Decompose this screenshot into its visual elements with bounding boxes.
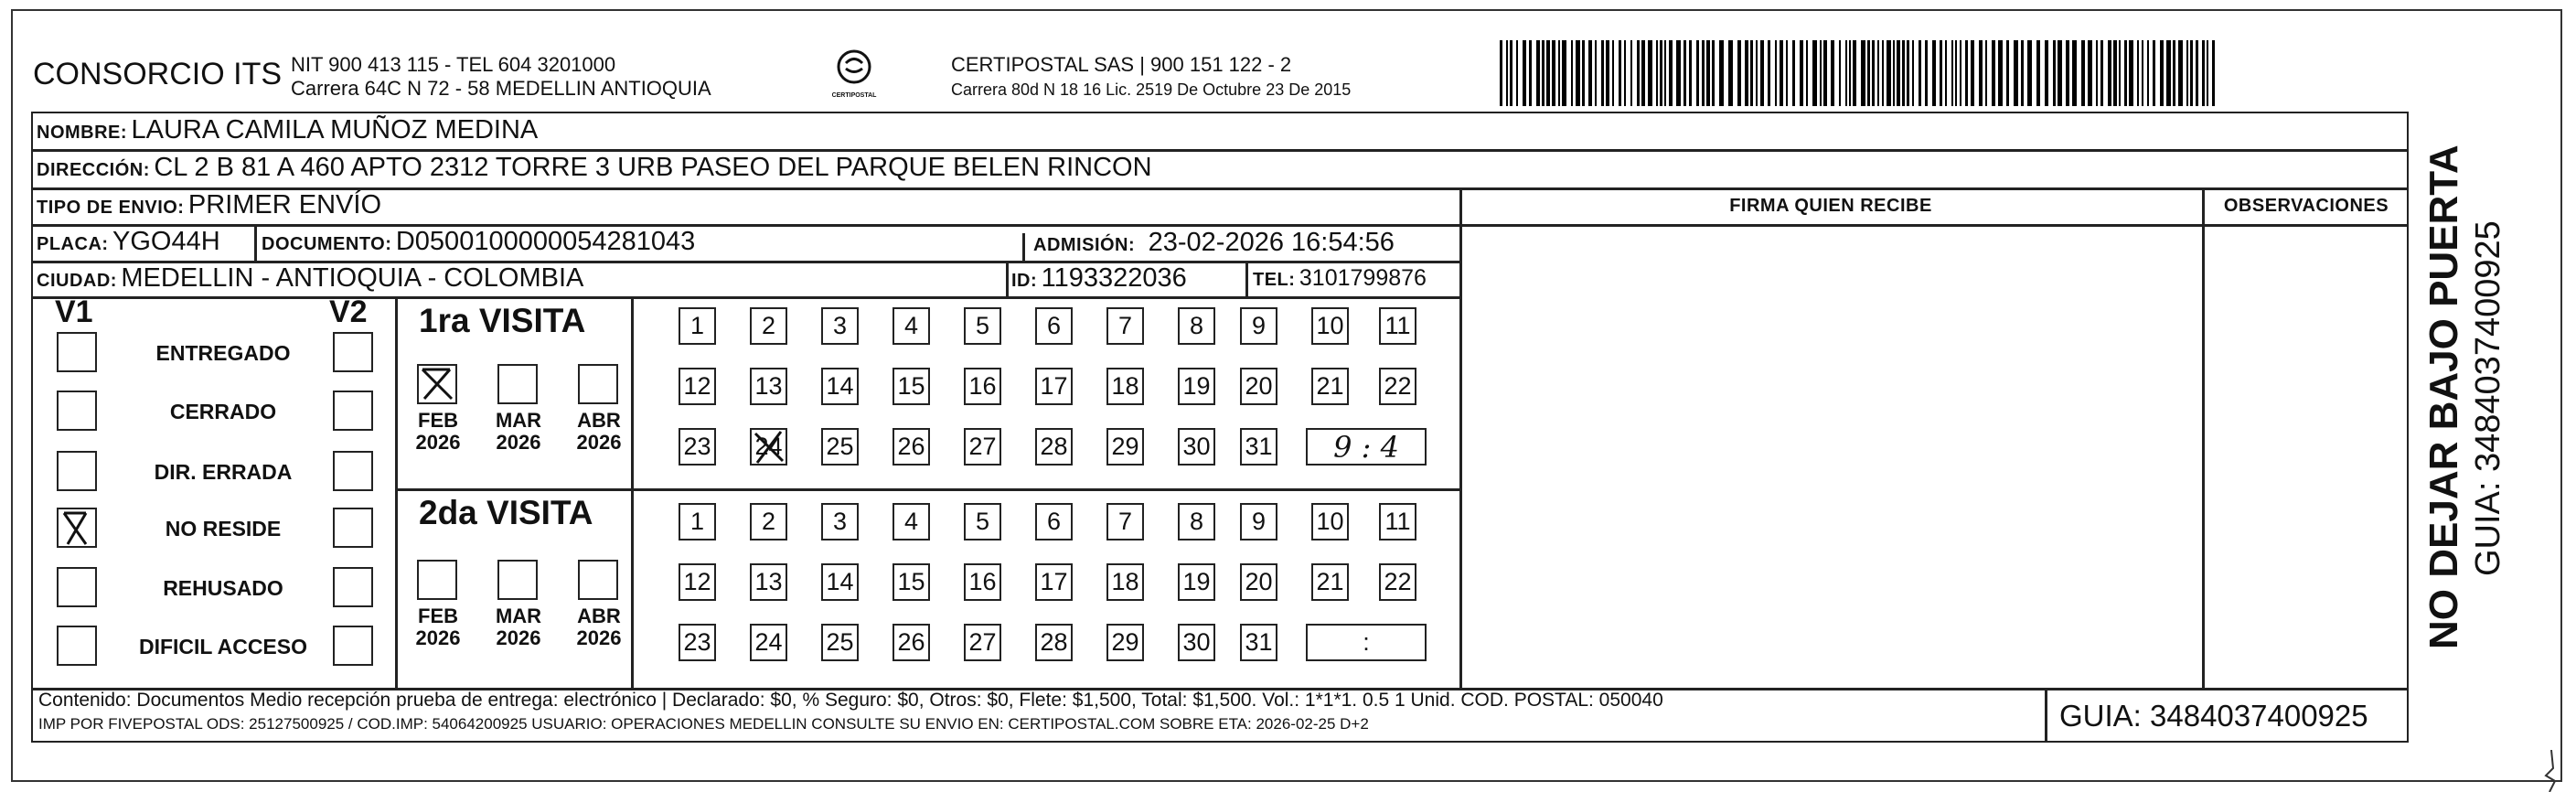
direccion-value: CL 2 B 81 A 460 APTO 2312 TORRE 3 URB PASEO DEL PARQUE BELEN RINCON xyxy=(154,153,1152,182)
barcode-bar xyxy=(1831,40,1834,106)
v2-checkbox-entregado[interactable] xyxy=(333,332,373,372)
barcode-bar xyxy=(1552,40,1555,106)
tipo-envio-value: PRIMER ENVÍO xyxy=(187,190,382,219)
second-visit-month-box-feb[interactable] xyxy=(417,560,457,600)
barcode-bar xyxy=(2036,40,2040,106)
second-visit-month-label: MAR 2026 xyxy=(495,605,542,649)
barcode-bar xyxy=(1768,40,1770,106)
v1-checkbox-dir-errada[interactable] xyxy=(57,451,97,491)
v2-checkbox-no-reside[interactable] xyxy=(333,508,373,548)
barcode-bar xyxy=(1756,40,1758,106)
barcode-bar xyxy=(1780,40,1783,106)
nombre-label: NOMBRE: xyxy=(37,123,128,143)
second-visit-day-box[interactable]: 8 xyxy=(1178,503,1215,540)
id-label: ID: xyxy=(1011,271,1038,291)
barcode-bar xyxy=(1861,40,1865,106)
placa-label: PLACA: xyxy=(37,234,109,254)
barcode-bar xyxy=(1728,40,1733,106)
second-visit-day-box[interactable]: 20 xyxy=(1240,563,1277,601)
barcode-bar xyxy=(2027,40,2032,106)
barcode-bar xyxy=(1582,40,1585,106)
second-visit-day-box[interactable]: 1 xyxy=(679,503,716,540)
barcode-bar xyxy=(1536,40,1540,106)
barcode-bar xyxy=(2100,40,2103,106)
paper-edge-mark xyxy=(2533,750,2570,792)
barcode-bar xyxy=(1576,40,1580,106)
barcode-bar xyxy=(1912,40,1914,106)
barcode-bar xyxy=(2160,40,2164,106)
barcode-bar xyxy=(1897,40,1900,106)
first-visit-day-box[interactable]: 7 xyxy=(1106,307,1144,345)
second-visit-day-box[interactable]: 12 xyxy=(679,563,716,601)
barcode-bar xyxy=(1542,40,1545,106)
barcode-bar xyxy=(1945,40,1947,106)
second-visit-day-box[interactable]: 27 xyxy=(964,624,1001,661)
barcode-bar xyxy=(2190,40,2193,106)
certipostal-logo xyxy=(830,48,878,102)
admision-value: 23-02-2026 16:54:56 xyxy=(1148,228,1395,257)
v2-checkbox-cerrado[interactable] xyxy=(333,391,373,431)
status-option-label: ENTREGADO xyxy=(155,341,291,365)
first-visit-month-label: ABR 2026 xyxy=(576,409,622,454)
barcode-bar xyxy=(2108,40,2111,106)
barcode-bar xyxy=(1719,40,1724,106)
barcode-bar xyxy=(1612,40,1614,106)
barcode-bar xyxy=(1562,40,1566,106)
barcode-bar xyxy=(2096,40,2098,106)
barcode-bar xyxy=(2088,40,2092,106)
barcode-bar xyxy=(2129,40,2133,106)
second-visit-day-box[interactable]: 4 xyxy=(893,503,930,540)
barcode-bar xyxy=(1800,40,1803,106)
barcode-bar xyxy=(1676,40,1681,106)
barcode-bar xyxy=(1823,40,1827,106)
first-visit-day-box[interactable]: 16 xyxy=(964,368,1001,405)
barcode-bar xyxy=(1806,40,1808,106)
barcode-bar xyxy=(1656,40,1658,106)
first-visit-day-box[interactable]: 10 xyxy=(1311,307,1349,345)
check-mark-icon xyxy=(419,366,455,402)
barcode-bar xyxy=(1902,40,1905,106)
tel-value: 3101799876 xyxy=(1299,265,1427,291)
barcode-bar xyxy=(1932,40,1936,106)
v1-checkbox-entregado[interactable] xyxy=(57,332,97,372)
certipostal-logo-icon xyxy=(830,48,878,88)
barcode-bar xyxy=(1907,40,1909,106)
barcode-bar xyxy=(1786,40,1788,106)
second-visit-day-box[interactable]: 23 xyxy=(679,624,716,661)
barcode-bar xyxy=(1702,40,1705,106)
barcode-bar xyxy=(1558,40,1560,106)
second-visit-month-label: FEB 2026 xyxy=(415,605,461,649)
barcode xyxy=(1500,40,2222,106)
v1-checkbox-rehusado[interactable] xyxy=(57,567,97,607)
first-visit-day-box[interactable]: 27 xyxy=(964,428,1001,466)
second-visit-time-box[interactable]: : xyxy=(1306,624,1427,661)
barcode-bar xyxy=(2166,40,2171,106)
first-visit-day-box[interactable]: 9 xyxy=(1240,307,1277,345)
first-visit-month-label: MAR 2026 xyxy=(495,409,542,454)
header-company-left-line2: Carrera 64C N 72 - 58 MEDELLIN ANTIOQUIA xyxy=(291,77,711,100)
second-visit-month-box-mar[interactable] xyxy=(497,560,538,600)
first-visit-day-box[interactable]: 15 xyxy=(893,368,930,405)
barcode-bar xyxy=(2212,40,2215,106)
barcode-bar xyxy=(1955,40,1957,106)
barcode-bar xyxy=(1506,40,1508,106)
admision-label: ADMISIÓN: xyxy=(1033,235,1136,255)
observaciones-label: OBSERVACIONES xyxy=(2223,196,2389,216)
barcode-bar xyxy=(1630,40,1632,106)
second-visit-day-box[interactable]: 21 xyxy=(1311,563,1349,601)
barcode-bar xyxy=(1893,40,1895,106)
barcode-bar xyxy=(1849,40,1851,106)
first-visit-day-box[interactable]: 8 xyxy=(1178,307,1215,345)
side-guia: GUIA: 3484037400925 xyxy=(2469,220,2507,576)
barcode-bar xyxy=(1648,40,1652,106)
barcode-bar xyxy=(1706,40,1710,106)
second-visit-day-box[interactable]: 10 xyxy=(1311,503,1349,540)
barcode-bar xyxy=(1595,40,1597,106)
barcode-bar xyxy=(2045,40,2048,106)
barcode-bar xyxy=(2207,40,2208,106)
second-visit-month-label: ABR 2026 xyxy=(576,605,622,649)
barcode-bar xyxy=(1683,40,1686,106)
first-visit-month-box-feb[interactable] xyxy=(417,364,457,404)
first-visit-month-box-mar[interactable] xyxy=(497,364,538,404)
check-mark-icon xyxy=(752,430,786,465)
barcode-bar xyxy=(2202,40,2205,106)
second-visit-day-box[interactable]: 24 xyxy=(750,624,787,661)
barcode-bar xyxy=(2124,40,2127,106)
barcode-bar xyxy=(1877,40,1879,106)
barcode-bar xyxy=(2153,40,2155,106)
header-company-left-line1: NIT 900 413 115 - TEL 604 3201000 xyxy=(291,53,616,76)
first-visit-day-box[interactable]: 19 xyxy=(1178,368,1215,405)
first-visit-day-box[interactable]: 31 xyxy=(1240,428,1277,466)
second-visit-day-box[interactable]: 29 xyxy=(1106,624,1144,661)
first-visit-day-box[interactable]: 5 xyxy=(964,307,1001,345)
barcode-bar xyxy=(1619,40,1621,106)
second-visit-day-box[interactable]: 19 xyxy=(1178,563,1215,601)
barcode-bar xyxy=(1750,40,1753,106)
barcode-bar xyxy=(2006,40,2009,106)
barcode-bar xyxy=(1820,40,1822,106)
barcode-bar xyxy=(1523,40,1526,106)
tipo-envio-label: TIPO DE ENVIO: xyxy=(37,198,185,218)
barcode-bar xyxy=(1689,40,1692,106)
barcode-bar xyxy=(2021,40,2024,106)
barcode-bar xyxy=(1510,40,1512,106)
barcode-bar xyxy=(1965,40,1968,106)
footer-line1: Contenido: Documentos Medio recepción prueba de entrega: electrónico | Declarado: $0, % Seguro: $0, Otros: $0, Flete: $1,500, Total: $1,500. Vol.: 1*1*1. 0.5 1 Unid. COD. POSTAL: 050040 xyxy=(38,690,1663,711)
second-visit-day-box[interactable]: 18 xyxy=(1106,563,1144,601)
second-visit-day-box[interactable]: 14 xyxy=(821,563,859,601)
barcode-bar xyxy=(2066,40,2069,106)
first-visit-day-box[interactable]: 12 xyxy=(679,368,716,405)
footer-guia: GUIA: 3484037400925 xyxy=(2059,699,2368,733)
barcode-bar xyxy=(2113,40,2117,106)
first-visit-day-box[interactable]: 22 xyxy=(1379,368,1416,405)
barcode-bar xyxy=(1660,40,1662,106)
barcode-bar xyxy=(1979,40,1983,106)
second-visit-day-box[interactable]: 16 xyxy=(964,563,1001,601)
second-visit-day-box[interactable]: 25 xyxy=(821,624,859,661)
barcode-bar xyxy=(1887,40,1891,106)
barcode-bar xyxy=(1845,40,1847,106)
status-option-label: DIFICIL ACCESO xyxy=(138,635,307,658)
first-visit-day-box[interactable]: 23 xyxy=(679,428,716,466)
barcode-bar xyxy=(1792,40,1795,106)
footer-line2: IMP POR FIVEPOSTAL ODS: 25127500925 / COD.IMP: 54064200925 USUARIO: OPERACIONES MEDELLIN CONSULTE SU ENVIO EN: CERTIPOSTAL.COM SOBRE ETA: 2026-02-25 D+2 xyxy=(38,715,1369,733)
first-visit-day-box[interactable]: 17 xyxy=(1035,368,1073,405)
documento-value: D0500100000054281043 xyxy=(395,227,696,256)
barcode-bar xyxy=(1775,40,1777,106)
barcode-bar xyxy=(2142,40,2143,106)
first-visit-day-box[interactable]: 21 xyxy=(1311,368,1349,405)
barcode-bar xyxy=(1516,40,1518,106)
placa-value: YGO44H xyxy=(112,227,220,256)
barcode-bar xyxy=(2072,40,2077,106)
status-option-label: CERRADO xyxy=(169,400,277,423)
barcode-bar xyxy=(1992,40,1995,106)
second-visit-day-box[interactable]: 11 xyxy=(1379,503,1416,540)
second-visit-month-box-abr[interactable] xyxy=(578,560,618,600)
first-visit-day-box[interactable]: 24 xyxy=(750,428,787,466)
nombre-value: LAURA CAMILA MUÑOZ MEDINA xyxy=(131,115,539,144)
first-visit-day-box[interactable]: 3 xyxy=(821,307,859,345)
barcode-bar xyxy=(1940,40,1942,106)
barcode-bar xyxy=(1882,40,1884,106)
barcode-bar xyxy=(1760,40,1764,106)
first-visit-day-box[interactable]: 13 xyxy=(750,368,787,405)
second-visit-day-box[interactable]: 15 xyxy=(893,563,930,601)
header-company-right-line2: Carrera 80d N 18 16 Lic. 2519 De Octubre 23 De 2015 xyxy=(951,80,1352,99)
v2-checkbox-dificil-acceso[interactable] xyxy=(333,626,373,666)
barcode-bar xyxy=(2178,40,2183,106)
barcode-bar xyxy=(1971,40,1974,106)
first-visit-day-box[interactable]: 29 xyxy=(1106,428,1144,466)
barcode-bar xyxy=(2119,40,2121,106)
first-visit-day-box[interactable]: 28 xyxy=(1035,428,1073,466)
barcode-bar xyxy=(2081,40,2085,106)
second-visit-day-box[interactable]: 9 xyxy=(1240,503,1277,540)
barcode-bar xyxy=(2137,40,2139,106)
barcode-bar xyxy=(1960,40,1961,106)
barcode-bar xyxy=(1985,40,1987,106)
second-visit-day-box[interactable]: 7 xyxy=(1106,503,1144,540)
barcode-bar xyxy=(2196,40,2198,106)
id-value: 1193322036 xyxy=(1041,263,1187,293)
barcode-bar xyxy=(1853,40,1856,106)
barcode-bar xyxy=(1664,40,1666,106)
first-visit-month-label: FEB 2026 xyxy=(415,409,461,454)
second-visit-day-box[interactable]: 28 xyxy=(1035,624,1073,661)
first-visit-title: 1ra VISITA xyxy=(419,302,586,339)
barcode-bar xyxy=(1641,40,1645,106)
second-visit-day-box[interactable]: 31 xyxy=(1240,624,1277,661)
first-visit-day-box[interactable]: 20 xyxy=(1240,368,1277,405)
v1-label: V1 xyxy=(55,294,93,329)
header-company-right-line1: CERTIPOSTAL SAS | 900 151 122 - 2 xyxy=(951,53,1292,76)
barcode-bar xyxy=(1712,40,1715,106)
second-visit-day-box[interactable]: 22 xyxy=(1379,563,1416,601)
status-option-label: DIR. ERRADA xyxy=(154,460,293,484)
barcode-bar xyxy=(2058,40,2062,106)
ciudad-value: MEDELLIN - ANTIOQUIA - COLOMBIA xyxy=(121,263,584,293)
firma-label: FIRMA QUIEN RECIBE xyxy=(1729,196,1932,216)
first-visit-day-box[interactable]: 14 xyxy=(821,368,859,405)
second-visit-day-box[interactable]: 26 xyxy=(893,624,930,661)
barcode-bar xyxy=(2053,40,2056,106)
status-option-label: REHUSADO xyxy=(163,576,283,600)
second-visit-day-box[interactable]: 6 xyxy=(1035,503,1073,540)
barcode-bar xyxy=(1624,40,1626,106)
second-visit-day-box[interactable]: 17 xyxy=(1035,563,1073,601)
barcode-bar xyxy=(1925,40,1928,106)
header-company-left: CONSORCIO ITS xyxy=(33,57,283,91)
second-visit-day-box[interactable]: 13 xyxy=(750,563,787,601)
first-visit-day-box[interactable]: 11 xyxy=(1379,307,1416,345)
barcode-bar xyxy=(1637,40,1640,106)
barcode-bar xyxy=(1696,40,1699,106)
barcode-bar xyxy=(1745,40,1748,106)
v1-checkbox-cerrado[interactable] xyxy=(57,391,97,431)
side-no-dejar: NO DEJAR BAJO PUERTA xyxy=(2421,144,2466,649)
status-option-label: NO RESIDE xyxy=(165,517,282,540)
v2-checkbox-dir-errada[interactable] xyxy=(333,451,373,491)
barcode-bar xyxy=(1606,40,1609,106)
barcode-bar xyxy=(1500,40,1502,106)
first-visit-time-box[interactable]: 9 : 4 xyxy=(1306,428,1427,466)
barcode-bar xyxy=(1529,40,1532,106)
v2-label: V2 xyxy=(329,294,368,329)
first-visit-day-box[interactable]: 30 xyxy=(1178,428,1215,466)
first-visit-day-box[interactable]: 25 xyxy=(821,428,859,466)
logo-caption: CERTIPOSTAL xyxy=(831,92,877,99)
barcode-bar xyxy=(1951,40,1953,106)
v1-checkbox-dificil-acceso[interactable] xyxy=(57,626,97,666)
ciudad-label: CIUDAD: xyxy=(37,271,117,291)
barcode-bar xyxy=(1812,40,1817,106)
barcode-bar xyxy=(1839,40,1841,106)
barcode-bar xyxy=(1588,40,1592,106)
v2-checkbox-rehusado[interactable] xyxy=(333,567,373,607)
first-visit-day-box[interactable]: 18 xyxy=(1106,368,1144,405)
second-visit-day-box[interactable]: 5 xyxy=(964,503,1001,540)
barcode-bar xyxy=(2173,40,2175,106)
barcode-bar xyxy=(2014,40,2018,106)
check-mark-icon xyxy=(59,509,95,546)
second-visit-day-box[interactable]: 2 xyxy=(750,503,787,540)
barcode-bar xyxy=(1919,40,1921,106)
first-visit-day-box[interactable]: 6 xyxy=(1035,307,1073,345)
second-visit-title: 2da VISITA xyxy=(419,494,593,531)
barcode-bar xyxy=(2186,40,2188,106)
first-visit-day-box[interactable]: 1 xyxy=(679,307,716,345)
second-visit-day-box[interactable]: 30 xyxy=(1178,624,1215,661)
direccion-label: DIRECCIÓN: xyxy=(37,160,150,180)
first-visit-day-box[interactable]: 26 xyxy=(893,428,930,466)
first-visit-day-box[interactable]: 2 xyxy=(750,307,787,345)
barcode-bar xyxy=(1867,40,1870,106)
first-visit-month-box-abr[interactable] xyxy=(578,364,618,404)
barcode-bar xyxy=(1872,40,1875,106)
first-visit-day-box[interactable]: 4 xyxy=(893,307,930,345)
barcode-bar xyxy=(1601,40,1604,106)
documento-label: DOCUMENTO: xyxy=(262,234,392,254)
barcode-bar xyxy=(1998,40,2003,106)
v1-checkbox-no-reside[interactable] xyxy=(57,508,97,548)
tel-label: TEL: xyxy=(1253,270,1296,290)
barcode-bar xyxy=(1669,40,1673,106)
barcode-bar xyxy=(1546,40,1550,106)
barcode-bar xyxy=(1571,40,1573,106)
barcode-bar xyxy=(2147,40,2149,106)
barcode-bar xyxy=(1737,40,1741,106)
second-visit-day-box[interactable]: 3 xyxy=(821,503,859,540)
